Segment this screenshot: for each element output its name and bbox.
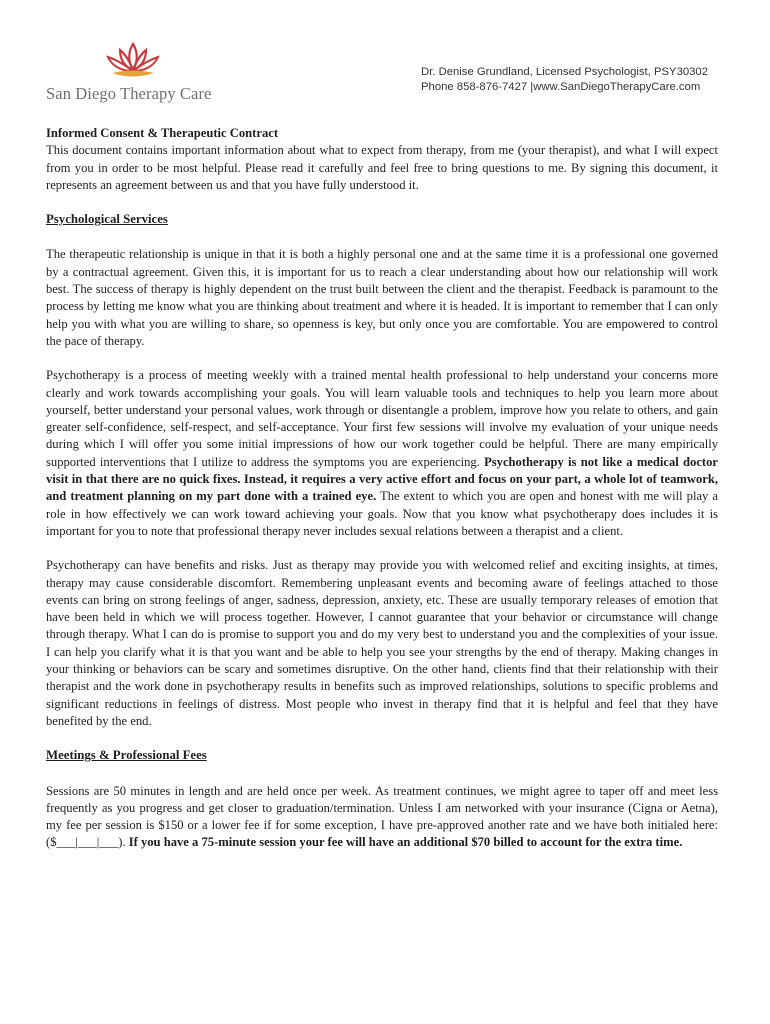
paragraph-benefits-risks: Psychotherapy can have benefits and risks. Just as therapy may provide you with welcomed relief and exciting insights, at times, therapy may cause considerable discomfort. Remembering unpleasant events and becoming aware of feelings attached to those events can bring on strong feelings of anger, sadness, depression, anxiety, etc. These are usually temporary releases of emotion that have been held in which we will process together. However, I cannot guarantee that your behavior or circumstance will change through therapy. What I can do is promise to support you and do my very best to understand you and the complexities of your issue. I can help you clarify what it is that you want and be able to help you see your strengths by the end of therapy. Making changes in your thinking or behaviors can be scary and sometimes disruptive. On the other hand, clients find that their relationship with their therapist and the work done in psychotherapy results in benefits such as improved relationships, solutions to specific problems and significant reductions in feelings of distress. Most people who invest in therapy find that it is helpful and feel that they have benefited by the end.	[46, 558, 718, 728]
section-heading-meetings-fees: Meetings & Professional Fees	[46, 748, 207, 763]
paragraph-psychotherapy-process	[46, 367, 718, 540]
contact-info	[421, 65, 708, 95]
logo-text: San Diego Therapy Care	[46, 84, 212, 103]
bold-text-run: Psychotherapy is not like a medical doctor visit in that there are no quick fixes. Instead, it requires a very active effort and focus on your part, a whole lot of teamwork, and treatment planning on my part done with a trained eye.	[46, 454, 718, 504]
logo	[46, 40, 226, 104]
document-body	[46, 125, 718, 852]
text-run: The extent to which you are open and honest with me will play a role in how effectively we can work toward achieving your goals. Now that you know what psychotherapy does includes it is important for you to note that professional therapy never includes sexual relations between a therapist and a client.	[46, 489, 718, 538]
section-heading-psychological-services: Psychological Services	[46, 212, 168, 227]
bold-text-run: If you have a 75-minute session your fee will have an additional $70 billed to account for the extra time.	[128, 835, 683, 850]
document-title: Informed Consent & Therapeutic Contract	[46, 126, 279, 140]
contact-name-line: Dr. Denise Grundland, Licensed Psychologist, PSY30302	[421, 66, 708, 78]
text-run: Psychotherapy is a process of meeting weekly with a trained mental health professional to help understand your concerns more clearly and work towards accomplishing your goals. You will learn valuable tools and techniques to help you learn more about yourself, better understand your personal values, work through or disentangle a problem, improve how you relate to others, and gain greater self-confidence, self-respect, and self-acceptance. Your first few sessions will involve my evaluation of your unique needs during which I will offer you some initial impressions of how our work together could be helpful. There are many empirically supported interventions that I utilize to address the symptoms you are experiencing.	[46, 368, 718, 469]
text-run: Sessions are 50 minutes in length and are held once per week. As treatment continues, we might agree to taper off and meet less frequently as you progress and get closer to graduation/termination. Unless I am networked with your insurance (Cigna or Aetna), my fee per session is $150 or a lower fee if for some exception, I have pre-approved another rate and we have both initialed here: ($___|___|___).	[46, 783, 718, 850]
paragraph-therapeutic-relationship: The therapeutic relationship is unique in that it is both a highly personal one and at the same time it is a professional one governed by a contractual agreement. Given this, it is important for us to reach a clear understanding about how our relationship will work best. The success of therapy is highly dependent on the trust built between the client and the therapist. Feedback is paramount to the process by letting me know what you are thinking about treatment and where it is headed. It is important to remember that I can only help you with what you are willing to share, so openness is key, but only once you are comfortable. You are empowered to control the pace of therapy.	[46, 247, 718, 348]
contact-phone-web-line: Phone 858-876-7427 |www.SanDiegoTherapyCare.com	[421, 81, 701, 93]
paragraph-sessions-fees	[46, 783, 718, 852]
lotus-logo-icon	[98, 40, 168, 82]
intro-paragraph: This document contains important information about what to expect from therapy, from me (your therapist), and what I will expect from you in order to be most helpful. Please read it carefully and feel free to bring questions to me. By signing this document, it represents an agreement between us and that you have fully understood it.	[46, 143, 718, 192]
